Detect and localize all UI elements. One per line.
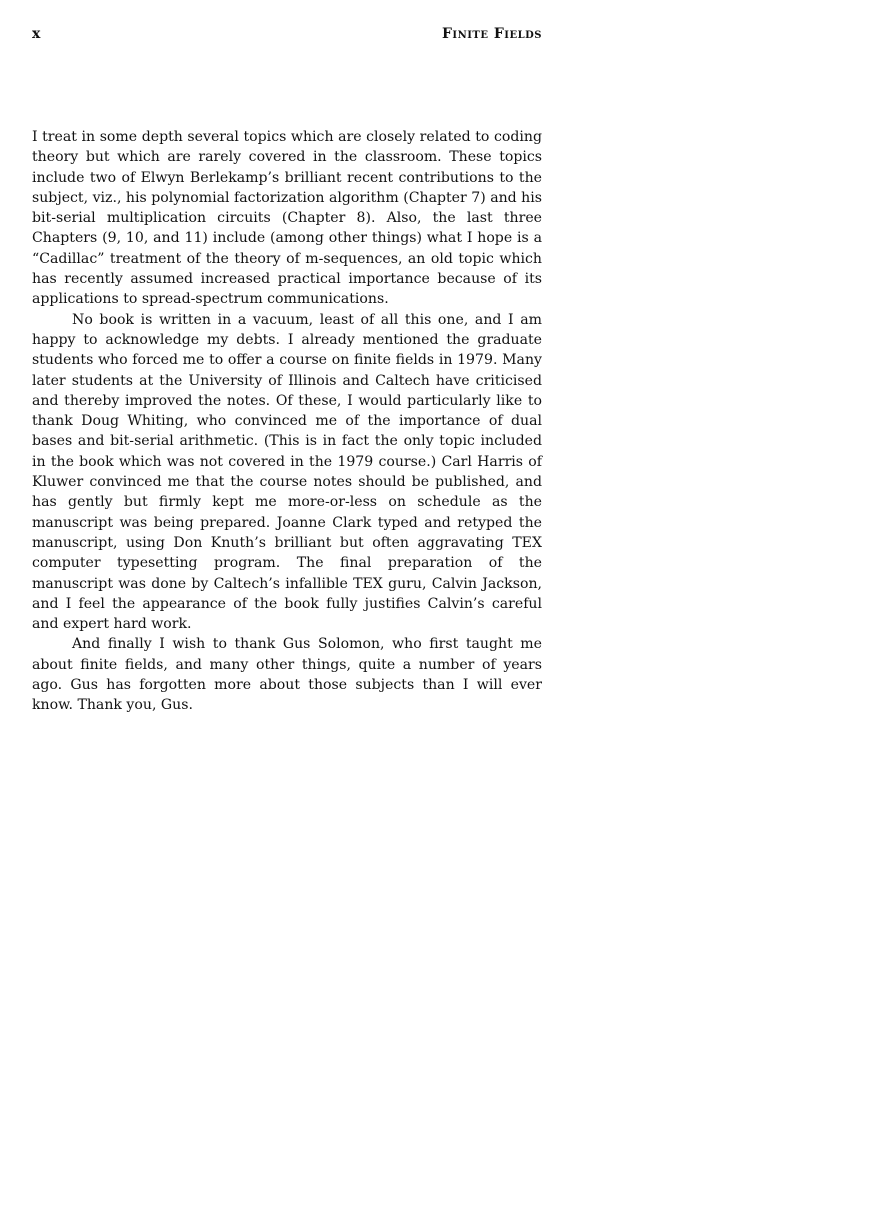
page-header (32, 22, 542, 46)
book-page (32, 22, 542, 716)
running-head: Finite Fields (441, 26, 542, 42)
paragraph-topics: I treat in some depth several topics which are closely related to coding theory but which are rarely covered in the classroom. These topics include two of Elwyn Berlekamp’s brilliant recent contributions to the subject, viz., his polynomial factorization algorithm (Chapter 7) and his bit-serial multiplication circuits (Chapter 8). Also, the last three Chapters (9, 10, and 11) include (among other things) what I hope is a “Cadillac” treatment of the theory of m-sequences, an old topic which has recently assumed increased practical importance because of its applications to spread-spectrum communications. (32, 129, 542, 308)
page-number: x (32, 26, 41, 42)
body-text (32, 127, 542, 716)
paragraph-acknowledgements: No book is written in a vacuum, least of all this one, and I am happy to acknowledge my debts. I already mentioned the graduate students who forced me to offer a course on finite fields in 1979. Many later students at the University of Illinois and Caltech have criticised and thereby improved the notes. Of these, I would particularly like to thank Doug Whiting, who convinced me of the importance of dual bases and bit-serial arithmetic. (This is in fact the only topic included in the book which was not covered in the 1979 course.) Carl Harris of Kluwer convinced me that the course notes should be published, and has gently but firmly kept me more-or-less on schedule as the manuscript was being prepared. Joanne Clark typed and retyped the manuscript, using Don Knuth’s brilliant but often aggravating TEX computer typesetting program. The final preparation of the manuscript was done by Caltech’s infallible TEX guru, Calvin Jackson, and I feel the appearance of the book fully justifies Calvin’s careful and expert hard work. (32, 311, 542, 633)
paragraph-closing-thanks: And finally I wish to thank Gus Solomon, who first taught me about finite fields, and many other things, quite a number of years ago. Gus has forgotten more about those subjects than I will ever know. Thank you, Gus. (32, 636, 542, 714)
